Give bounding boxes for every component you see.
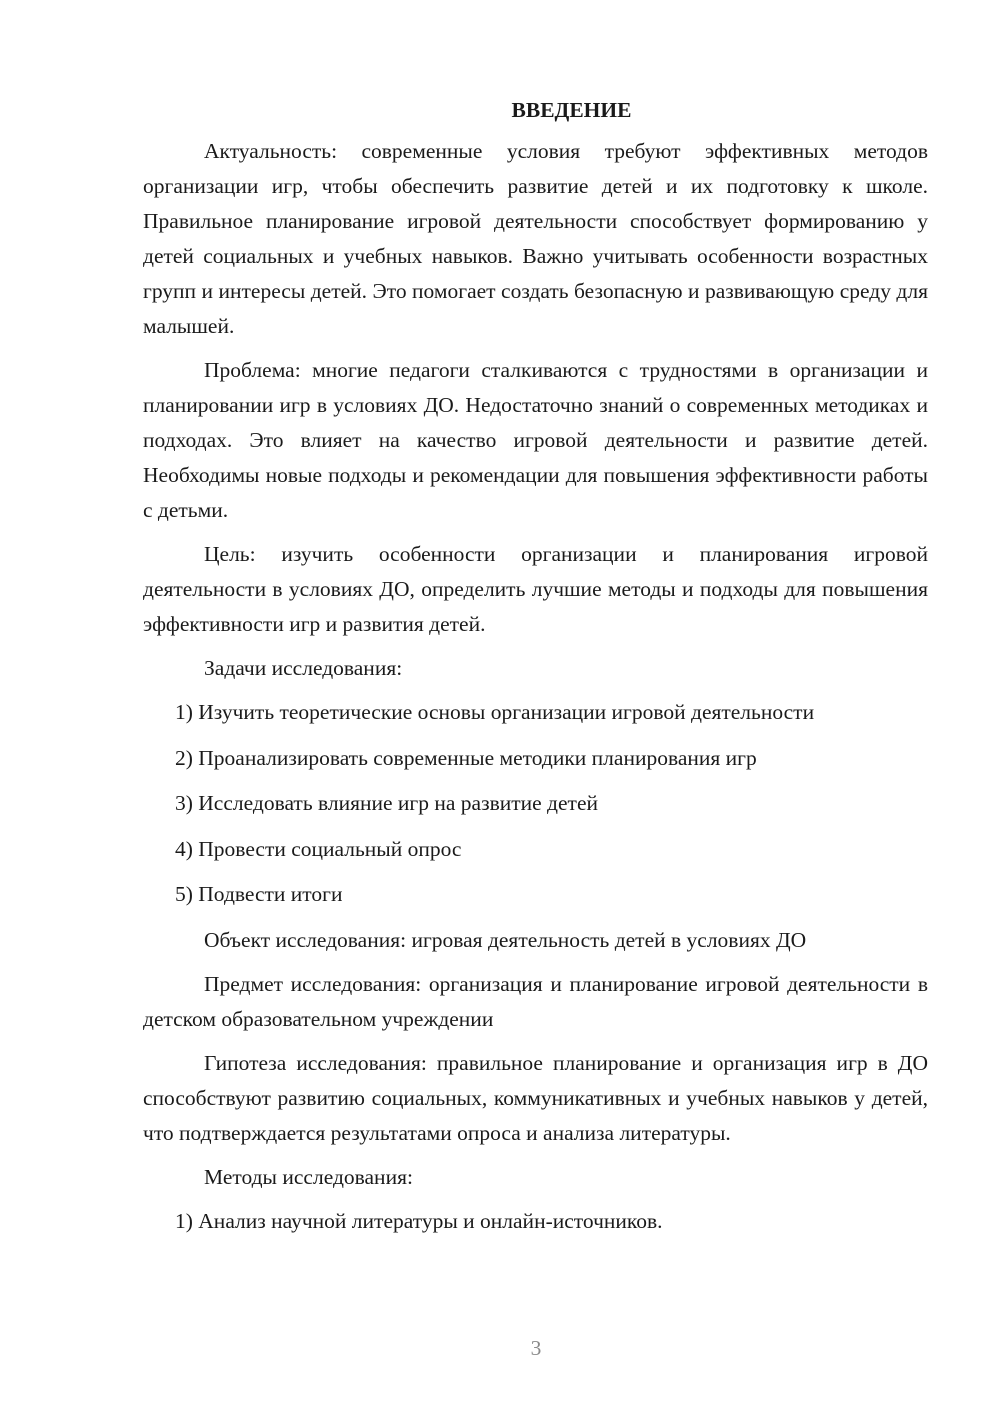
methods-label: Методы исследования:	[204, 1164, 413, 1189]
hypothesis-paragraph: Гипотеза исследования: правильное планирование и организация игр в ДО способствуют развитию социальных, коммуникативных и учебных навыков у детей, что подтверждается результатами опроса и анализа литературы.	[143, 1050, 928, 1145]
task-item: 5) Подвести итоги	[175, 882, 343, 906]
goal-paragraph: Цель: изучить особенности организации и планирования игровой деятельности в условиях ДО, определить лучшие методы и подходы для повышения эффективности игр и развития детей.	[143, 542, 928, 636]
task-item: 1) Изучить теоретические основы организации игровой деятельности	[175, 700, 815, 724]
task-item: 2) Проанализировать современные методики планирования игр	[175, 745, 757, 770]
method-item: 1) Анализ научной литературы и онлайн-источников.	[175, 1208, 663, 1233]
problem-paragraph: Проблема: многие педагоги сталкиваются с трудностями в организации и планировании игр в условиях ДО. Недостаточно знаний о современных методиках и подходах. Это влияет на качество игровой деятельности и развитие детей. Необходимы новые подходы и рекомендации для повышения эффективности работы с детьми.	[143, 358, 928, 522]
relevance-paragraph: Актуальность: современные условия требуют эффективных методов организации игр, чтобы обеспечить развитие детей и их подготовку к школе. Правильное планирование игровой деятельности способствует формированию у детей социальных и учебных навыков. Важно учитывать особенности возрастных групп и интересы детей. Это помогает создать безопасную и развивающую среду для малышей.	[143, 139, 928, 338]
section-title: ВВЕДЕНИЕ	[511, 98, 632, 122]
tasks-label: Задачи исследования:	[204, 656, 403, 680]
task-item: 4) Провести социальный опрос	[175, 836, 462, 861]
object-paragraph: Объект исследования: игровая деятельность детей в условиях ДО	[204, 927, 807, 952]
page-number: 3	[530, 1336, 542, 1360]
page-content	[143, 92, 928, 1249]
tasks-list	[143, 695, 928, 912]
task-item: 3) Исследовать влияние игр на развитие детей	[175, 791, 598, 815]
methods-list	[143, 1204, 928, 1239]
subject-paragraph: Предмет исследования: организация и планирование игровой деятельности в детском образовательном учреждении	[143, 971, 928, 1031]
